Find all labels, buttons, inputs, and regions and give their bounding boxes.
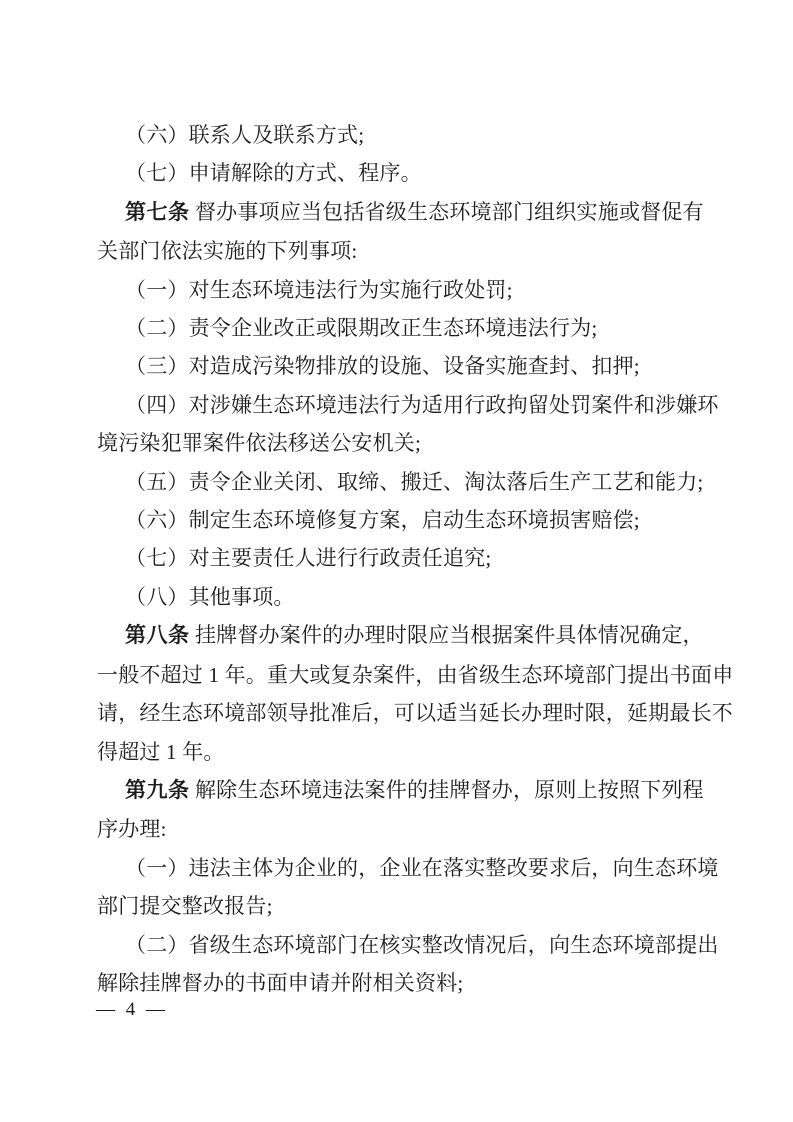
document-body: [97, 116, 734, 1002]
text-line: （七）对主要责任人进行行政责任追究;: [125, 546, 492, 571]
text-line: 解除挂牌督办的书面申请并附相关资料;: [97, 970, 464, 995]
text-line: 请，经生态环境部领导批准后，可以适当延长办理时限，延期最长不: [97, 701, 733, 726]
text-line: （七）申请解除的方式、程序。: [125, 161, 422, 186]
text-line: （四）对涉嫌生态环境违法行为适用行政拘留处罚案件和涉嫌环: [125, 392, 719, 417]
text-line: 第九条 解除生态环境违法案件的挂牌督办，原则上按照下列程: [125, 777, 704, 802]
text-line: 境污染犯罪案件依法移送公安机关;: [97, 431, 422, 456]
text-line: 一般不超过 1 年。重大或复杂案件，由省级生态环境部门提出书面申: [97, 662, 734, 687]
text-line: （二）责令企业改正或限期改正生态环境违法行为;: [125, 316, 598, 341]
text-line: （八）其他事项。: [125, 584, 295, 609]
text-line: 关部门依法实施的下列事项:: [97, 239, 358, 264]
text-line: 得超过 1 年。: [97, 739, 225, 764]
text-line: 第七条 督办事项应当包括省级生态环境部门组织实施或督促有: [125, 199, 704, 224]
text-line: 第八条 挂牌督办案件的办理时限应当根据案件具体情况确定，: [125, 623, 704, 648]
text-line: （六）联系人及联系方式;: [125, 123, 365, 147]
text-line: （一）对生态环境违法行为实施行政处罚;: [125, 277, 513, 302]
text-line: （五）责令企业关闭、取缔、搬迁、淘汰落后生产工艺和能力;: [125, 469, 704, 494]
article-number: 第八条: [125, 624, 190, 648]
text-line: 部门提交整改报告;: [97, 894, 273, 919]
text-line: （六）制定生态环境修复方案，启动生态环境损害赔偿;: [125, 508, 640, 533]
text-line: （二）省级生态环境部门在核实整改情况后，向生态环境部提出: [125, 932, 719, 957]
text-line: （三）对造成污染物排放的设施、设备实施查封、扣押;: [125, 354, 640, 379]
article-number: 第九条: [125, 778, 190, 802]
text-line: 序办理:: [97, 817, 167, 842]
article-number: 第七条: [125, 200, 190, 224]
page-number: — 4 —: [96, 999, 165, 1020]
text-line: （一）违法主体为企业的，企业在落实整改要求后，向生态环境: [125, 855, 719, 880]
